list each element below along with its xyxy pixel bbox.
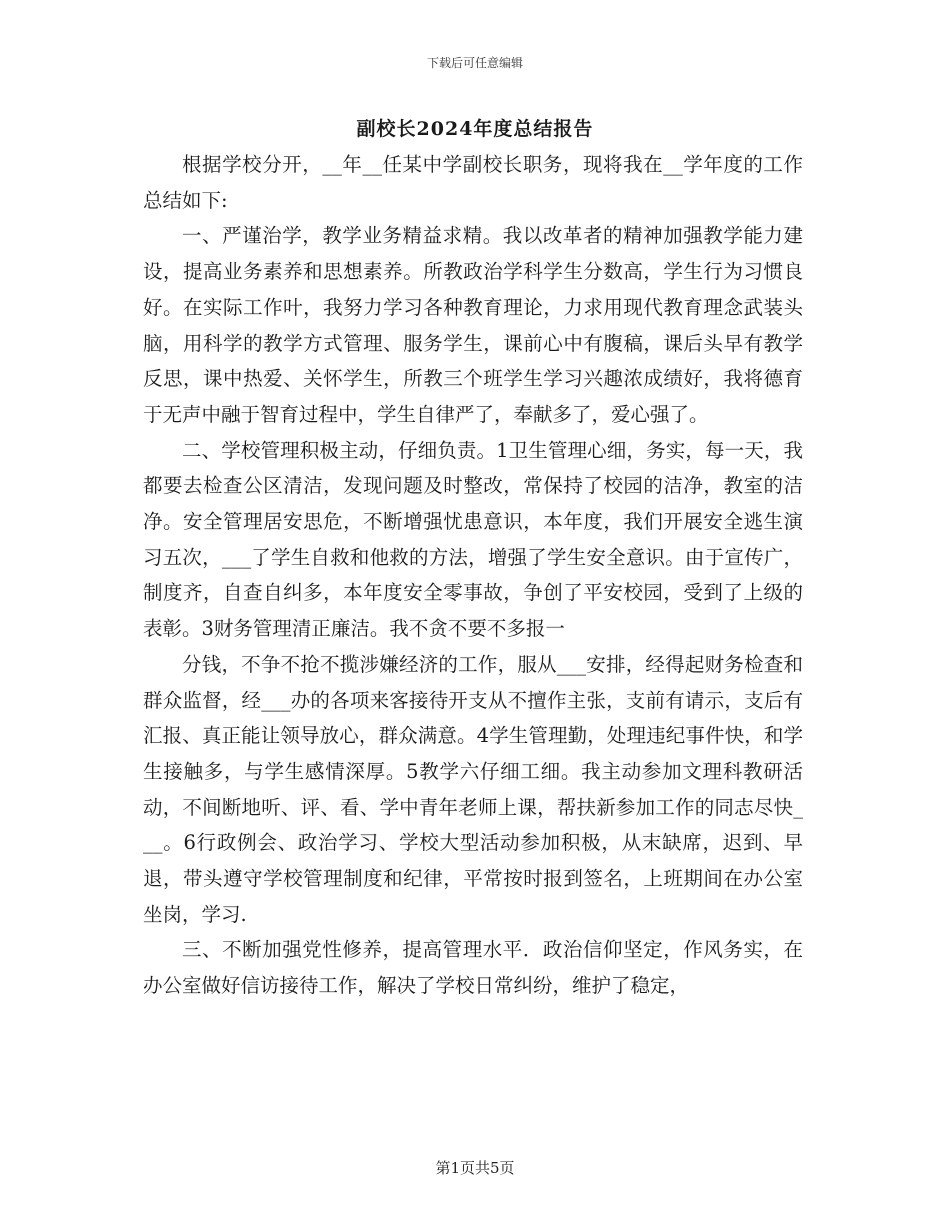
paragraph-party-cultivation: 三、不断加强党性修养，提高管理水平．政治信仰坚定，作风务实，在办公室做好信访接待工作，解决了学校日常纠纷，维护了稳定， bbox=[143, 938, 803, 998]
paragraph-management-continued: 分钱，不争不抢不揽涉嫌经济的工作，服从___安排，经得起财务检查和群众监督，经___办的各项来客接待开支从不擅作主张，支前有请示，支后有汇报、真正能让领导放心，群众满意。4学生管理勤，处理违纪事件快，和学生接触多，与学生感情深厚。5教学六仔细工细。我主动参加文理科教研活动，不间断地听、评、看、学中青年老师上课，帮扶新参加工作的同志尽快___。6行政例会、政治学习、学校大型活动参加积极，从末缺席，迟到、早退，带头遵守学校管理制度和纪律，平常按时报到签名，上班期间在办公室坐岗，学习. bbox=[143, 652, 803, 926]
paragraph-intro: 根据学校分开，__年__任某中学副校长职务，现将我在__学年度的工作总结如下: bbox=[143, 153, 803, 212]
paragraph-management: 二、学校管理积极主动，仔细负责。1卫生管理心细，务实，每一天，我都要去检查公区清洁，发现问题及时整改，常保持了校园的洁净，教室的洁净。安全管理居安思危，不断增强忧患意识，本年度，我们开展安全逃生演习五次，___了学生自救和他救的方法，增强了学生安全意识。由于宣传广，制度齐，自查自纠多，本年度安全零事故，争创了平安校园，受到了上级的表彰。3财务管理清正廉洁。我不贪不要不多报一 bbox=[143, 438, 803, 641]
document-title: 副校长2024年度总结报告 bbox=[356, 118, 594, 140]
paragraph-teaching: 一、严谨治学，教学业务精益求精。我以改革者的精神加强教学能力建设，提高业务素养和思想素养。所教政治学科学生分数高，学生行为习惯良好。在实际工作叶，我努力学习各种教育理论，力求用现代教育理念武装头脑，用科学的教学方式管理、服务学生，课前心中有腹稿，课后头早有教学反思，课中热爱、关怀学生，所教三个班学生学习兴趣浓成绩好，我将德育于无声中融于智育过程中，学生自律严了，奉献多了，爱心强了。 bbox=[143, 224, 803, 426]
page-number: 第1页共5页 bbox=[435, 1159, 515, 1177]
document-body bbox=[143, 147, 803, 1004]
page-header-note: 下载后可任意编辑 bbox=[426, 56, 523, 70]
